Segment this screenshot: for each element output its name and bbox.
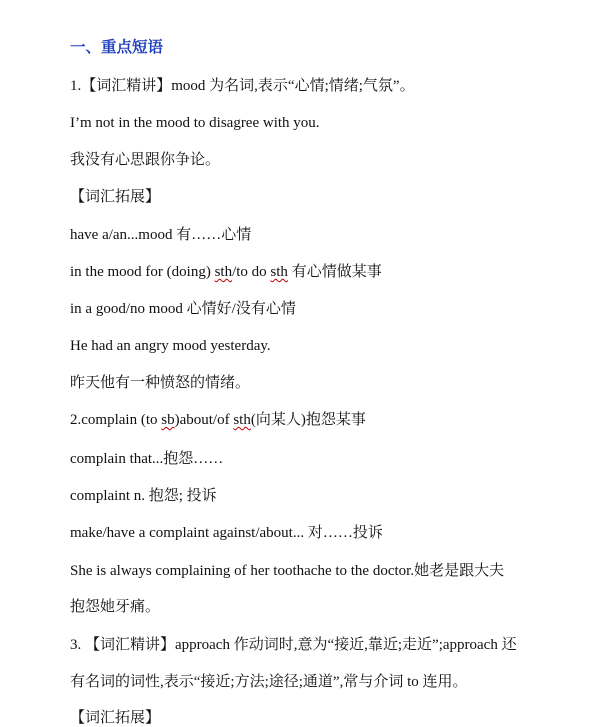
phrase-make-complaint: make/have a complaint against/about... 对……投诉	[70, 525, 383, 541]
approach-definition-1: 3. 【词汇精讲】approach 作动词时,意为“接近,靠近;走近”;approach 还	[70, 637, 517, 653]
vocab-extension-heading: 【词汇拓展】	[70, 189, 161, 205]
example-angry-en: He had an angry mood yesterday.	[70, 338, 271, 354]
vocab-extension-heading-2: 【词汇拓展】	[70, 710, 161, 726]
example-toothache-2: 抱怨她牙痛。	[70, 599, 161, 615]
phrase-part: /to do	[232, 264, 271, 280]
phrase-have-mood: have a/an...mood 有……心情	[70, 227, 252, 243]
phrase-part: )about/of	[174, 412, 234, 428]
phrase-complain	[70, 411, 366, 429]
phrase-part: (向某人)抱怨某事	[250, 412, 366, 428]
example-angry-zh: 昨天他有一种愤怒的情绪。	[70, 375, 251, 391]
example-toothache-1: She is always complaining of her toothache to the doctor.她老是跟大夫	[70, 563, 505, 579]
example-sentence-zh: 我没有心思跟你争论。	[70, 152, 221, 168]
spellcheck-word: sth	[233, 412, 251, 428]
phrase-part: 有心情做某事	[287, 264, 382, 280]
phrase-in-the-mood	[70, 263, 382, 281]
mood-definition: 1.【词汇精讲】mood 为名词,表示“心情;情绪;气氛”。	[70, 78, 415, 94]
phrase-part: in the mood for (doing)	[70, 264, 215, 280]
spellcheck-word: sb	[161, 412, 175, 428]
example-sentence-en: I’m not in the mood to disagree with you.	[70, 115, 320, 131]
phrase-complaint: complaint n. 抱怨; 投诉	[70, 488, 217, 504]
phrase-good-mood: in a good/no mood 心情好/没有心情	[70, 301, 296, 317]
phrase-part: 2.complain (to	[70, 412, 162, 428]
approach-definition-2: 有名词的词性,表示“接近;方法;途径;通道”,常与介词 to 连用。	[70, 674, 468, 690]
spellcheck-word: sth	[270, 264, 288, 280]
phrase-complain-that: complain that...抱怨……	[70, 451, 224, 467]
spellcheck-word: sth	[214, 264, 233, 280]
section-heading: 一、重点短语	[70, 39, 164, 56]
